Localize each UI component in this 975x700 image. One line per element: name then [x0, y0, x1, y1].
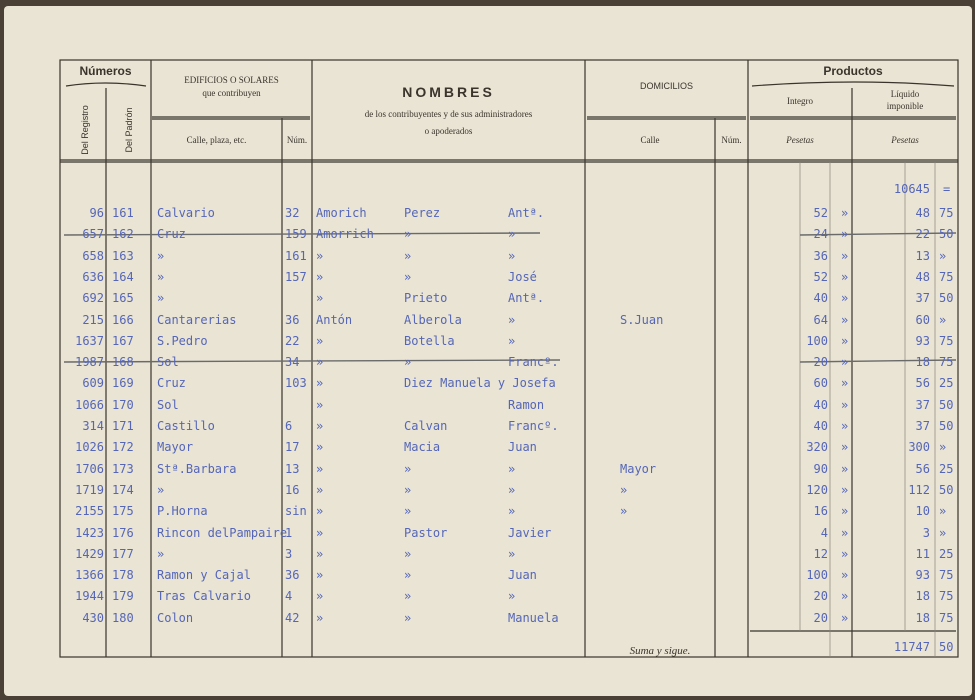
nombre2-cell: » [404, 547, 412, 561]
calle-cell: P.Horna [157, 504, 208, 518]
nombre2-cell: » [404, 249, 412, 263]
header-num: Núm. [286, 135, 308, 145]
calle-cell: » [157, 291, 165, 305]
nombre2-cell: » [404, 227, 412, 241]
padron-cell: 179 [112, 589, 134, 603]
integro-cell: 64 [813, 313, 828, 327]
integro-cell: 20 [813, 355, 828, 369]
integro-cell: 90 [813, 462, 828, 476]
liquido-cell: 300 [908, 440, 930, 454]
productos-swash [752, 82, 954, 86]
total-liquido: 11747 [893, 640, 930, 654]
padron-cell: 169 [112, 376, 134, 390]
num-cell: 161 [285, 249, 307, 263]
nombre2-cell: Pastor [404, 526, 448, 540]
nombre1-cell: Amorich [316, 206, 367, 220]
integro-cents-cell: » [841, 313, 849, 327]
nombre2-cell: » [404, 270, 412, 284]
nombre1-cell: » [316, 419, 324, 433]
nombre3-cell: Juan [508, 568, 537, 582]
calle-cell: Stª.Barbara [157, 462, 237, 476]
integro-cell: 40 [813, 419, 828, 433]
num-cell: 42 [285, 611, 300, 625]
registro-cell: 2155 [75, 504, 104, 518]
header-domicilios: DOMICILIOS [639, 81, 693, 91]
registro-cell: 1066 [75, 398, 104, 412]
nombre3-cell: Manuela [508, 611, 559, 625]
liquido-cents-cell: 75 [939, 611, 954, 625]
registro-cell: 1637 [75, 334, 104, 348]
header-del-padron: Del Padrón [124, 107, 134, 153]
liquido-cents-cell: 75 [939, 206, 954, 220]
nombre1-cell: » [316, 270, 324, 284]
num-cell: 157 [285, 270, 307, 284]
integro-cell: 40 [813, 291, 828, 305]
integro-cents-cell: » [841, 398, 849, 412]
liquido-cents-cell: 25 [939, 462, 954, 476]
registro-cell: 314 [82, 419, 104, 433]
registro-cell: 1423 [75, 526, 104, 540]
liquido-cents-cell: 50 [939, 483, 954, 497]
integro-cell: 36 [813, 249, 828, 263]
integro-cell: 20 [813, 589, 828, 603]
liquido-cell: 37 [915, 419, 930, 433]
registro-cell: 215 [82, 313, 104, 327]
nombre2-cell: Prieto [404, 291, 448, 305]
registro-cell: 96 [89, 206, 104, 220]
num-cell: 22 [285, 334, 300, 348]
num-cell: 36 [285, 313, 300, 327]
integro-cents-cell: » [841, 568, 849, 582]
header-edificios: EDIFICIOS O SOLARES [184, 75, 279, 85]
total-cents: 50 [939, 640, 954, 654]
liquido-cents-cell: 25 [939, 547, 954, 561]
header-integro: Integro [787, 96, 813, 106]
nombre1-cell: » [316, 398, 324, 412]
header-del-registro: Del Registro [80, 105, 90, 155]
liquido-cents-cell: 50 [939, 227, 954, 241]
nombre3-cell: José [508, 270, 537, 284]
integro-cents-cell: » [841, 291, 849, 305]
liquido-cell: 18 [915, 589, 930, 603]
nombre3-cell: Javier [508, 526, 552, 540]
integro-cents-cell: » [841, 589, 849, 603]
liquido-cents-cell: 50 [939, 419, 954, 433]
nombre3-cell: » [508, 483, 516, 497]
nombre1-cell: » [316, 589, 324, 603]
calle-cell: Rincon delPampaire [157, 526, 288, 540]
num-cell: 34 [285, 355, 300, 369]
num-cell: 103 [285, 376, 307, 390]
liquido-cell: 18 [915, 355, 930, 369]
domicilio-cell: Mayor [620, 462, 657, 476]
padron-cell: 170 [112, 398, 134, 412]
liquido-cents-cell: » [939, 526, 947, 540]
calle-cell: Cantarerias [157, 313, 237, 327]
nombre3-cell: Ramon [508, 398, 545, 412]
integro-cents-cell: » [841, 504, 849, 518]
padron-cell: 171 [112, 419, 134, 433]
integro-cell: 100 [806, 568, 828, 582]
integro-cents-cell: » [841, 440, 849, 454]
liquido-cents-cell: 75 [939, 568, 954, 582]
carry-forward-liquido: 10645 [893, 182, 930, 196]
nombre1-cell: » [316, 483, 324, 497]
integro-cell: 16 [813, 504, 828, 518]
domicilio-cell: S.Juan [620, 313, 664, 327]
liquido-cents-cell: 50 [939, 398, 954, 412]
nombre3-cell: Francº. [508, 355, 559, 369]
nombre3-cell: Antª. [508, 291, 545, 305]
registro-cell: 658 [82, 249, 104, 263]
integro-cents-cell: » [841, 547, 849, 561]
registro-cell: 430 [82, 611, 104, 625]
nombre3-cell: » [508, 227, 516, 241]
nombre2-cell: » [404, 589, 412, 603]
integro-cents-cell: » [841, 355, 849, 369]
integro-cell: 40 [813, 398, 828, 412]
integro-cell: 20 [813, 611, 828, 625]
liquido-cell: 18 [915, 611, 930, 625]
carry-forward-cents: = [943, 182, 951, 196]
calle-cell: Calvario [157, 206, 215, 220]
nombre2-cell: » [404, 611, 412, 625]
liquido-cell: 56 [915, 462, 930, 476]
calle-cell: » [157, 270, 165, 284]
nombre3-cell: Antª. [508, 206, 545, 220]
liquido-cents-cell: 50 [939, 291, 954, 305]
nombre3-cell: » [508, 334, 516, 348]
num-cell: 36 [285, 568, 300, 582]
liquido-cell: 13 [915, 249, 930, 263]
integro-cents-cell: » [841, 206, 849, 220]
header-pesetas-integro: Pesetas [786, 135, 814, 145]
liquido-cents-cell: » [939, 249, 947, 263]
nombre1-cell: » [316, 611, 324, 625]
integro-cell: 100 [806, 334, 828, 348]
nombre2-cell: » [404, 504, 412, 518]
integro-cents-cell: » [841, 227, 849, 241]
registro-cell: 1706 [75, 462, 104, 476]
calle-cell: Mayor [157, 440, 194, 454]
header-imponible: imponible [886, 101, 924, 111]
calle-cell: Cruz [157, 376, 186, 390]
calle-cell: Colon [157, 611, 194, 625]
liquido-cell: 3 [922, 526, 930, 540]
num-cell: 17 [285, 440, 300, 454]
liquido-cents-cell: » [939, 504, 947, 518]
liquido-cents-cell: 75 [939, 334, 954, 348]
header-nombres-sub1: de los contribuyentes y de sus administradores [364, 109, 533, 119]
header-calle-plaza: Calle, plaza, etc. [186, 135, 247, 145]
integro-cell: 320 [806, 440, 828, 454]
padron-cell: 164 [112, 270, 134, 284]
calle-cell: Sol [157, 398, 179, 412]
nombre2-cell: Calvan [404, 419, 448, 433]
liquido-cell: 112 [908, 483, 930, 497]
padron-cell: 173 [112, 462, 134, 476]
header-num2: Núm. [721, 135, 742, 145]
liquido-cell: 48 [915, 270, 930, 284]
integro-cents-cell: » [841, 270, 849, 284]
nombre1-cell: » [316, 504, 324, 518]
nombre3-cell: » [508, 504, 516, 518]
integro-cell: 12 [813, 547, 828, 561]
padron-cell: 165 [112, 291, 134, 305]
liquido-cents-cell: » [939, 313, 947, 327]
registro-cell: 1366 [75, 568, 104, 582]
num-cell: 3 [285, 547, 293, 561]
padron-cell: 166 [112, 313, 134, 327]
numeros-swash [66, 83, 146, 86]
nombre2-cell: Diez Manuela y Josefa [404, 376, 556, 390]
padron-cell: 163 [112, 249, 134, 263]
integro-cell: 60 [813, 376, 828, 390]
registro-cell: 692 [82, 291, 104, 305]
nombre3-cell: » [508, 462, 516, 476]
padron-cell: 175 [112, 504, 134, 518]
registro-cell: 636 [82, 270, 104, 284]
header-liquido: Líquido [890, 89, 920, 99]
header-productos: Productos [823, 64, 883, 78]
registro-cell: 657 [82, 227, 104, 241]
registro-cell: 1429 [75, 547, 104, 561]
num-cell: 32 [285, 206, 300, 220]
nombre3-cell: » [508, 547, 516, 561]
calle-cell: Sol [157, 355, 179, 369]
calle-cell: » [157, 249, 165, 263]
padron-cell: 172 [112, 440, 134, 454]
header-numeros: Números [79, 64, 132, 78]
nombre3-cell: » [508, 313, 516, 327]
liquido-cell: 10 [915, 504, 930, 518]
liquido-cents-cell: 25 [939, 376, 954, 390]
nombre1-cell: » [316, 249, 324, 263]
liquido-cents-cell: 75 [939, 270, 954, 284]
nombre3-cell: Francº. [508, 419, 559, 433]
padron-cell: 161 [112, 206, 134, 220]
liquido-cell: 60 [915, 313, 930, 327]
header-nombres: NOMBRES [402, 84, 495, 100]
registro-cell: 1719 [75, 483, 104, 497]
num-cell: 1 [285, 526, 293, 540]
liquido-cell: 11 [915, 547, 930, 561]
liquido-cell: 37 [915, 291, 930, 305]
liquido-cents-cell: » [939, 440, 947, 454]
nombre2-cell: » [404, 355, 412, 369]
num-cell: 4 [285, 589, 293, 603]
calle-cell: Ramon y Cajal [157, 568, 251, 582]
liquido-cell: 93 [915, 568, 930, 582]
num-cell: 159 [285, 227, 307, 241]
calle-cell: S.Pedro [157, 334, 208, 348]
integro-cents-cell: » [841, 334, 849, 348]
nombre2-cell: Botella [404, 334, 455, 348]
nombre3-cell: Juan [508, 440, 537, 454]
nombre1-cell: » [316, 334, 324, 348]
domicilio-cell: » [620, 483, 628, 497]
liquido-cents-cell: 75 [939, 589, 954, 603]
header-nombres-sub2: o apoderados [424, 126, 473, 136]
num-cell: sin [285, 504, 307, 518]
nombre3-cell: » [508, 249, 516, 263]
liquido-cents-cell: 75 [939, 355, 954, 369]
nombre1-cell: » [316, 291, 324, 305]
padron-cell: 162 [112, 227, 134, 241]
header-que-contribuyen: que contribuyen [202, 88, 261, 98]
liquido-cell: 48 [915, 206, 930, 220]
integro-cell: 4 [820, 526, 828, 540]
integro-cell: 52 [813, 206, 828, 220]
padron-cell: 167 [112, 334, 134, 348]
nombre2-cell: Perez [404, 206, 441, 220]
registro-cell: 1026 [75, 440, 104, 454]
registro-cell: 1987 [75, 355, 104, 369]
nombre1-cell: » [316, 355, 324, 369]
integro-cents-cell: » [841, 611, 849, 625]
integro-cents-cell: » [841, 462, 849, 476]
suma-y-sigue: Suma y sigue. [629, 645, 691, 657]
domicilio-cell: » [620, 504, 628, 518]
integro-cents-cell: » [841, 419, 849, 433]
nombre1-cell: Amorrich [316, 227, 374, 241]
liquido-cell: 93 [915, 334, 930, 348]
nombre1-cell: » [316, 376, 324, 390]
num-cell: 6 [285, 419, 293, 433]
integro-cents-cell: » [841, 376, 849, 390]
padron-cell: 174 [112, 483, 134, 497]
nombre3-cell: » [508, 589, 516, 603]
header-pesetas-liquido: Pesetas [891, 135, 919, 145]
num-cell: 13 [285, 462, 300, 476]
padron-cell: 180 [112, 611, 134, 625]
calle-cell: Castillo [157, 419, 215, 433]
nombre2-cell: » [404, 483, 412, 497]
nombre1-cell: » [316, 526, 324, 540]
nombre1-cell: » [316, 440, 324, 454]
liquido-cell: 22 [915, 227, 930, 241]
nombre2-cell: Macia [404, 440, 441, 454]
integro-cell: 52 [813, 270, 828, 284]
integro-cents-cell: » [841, 526, 849, 540]
integro-cents-cell: » [841, 249, 849, 263]
padron-cell: 176 [112, 526, 134, 540]
integro-cents-cell: » [841, 483, 849, 497]
header-calle: Calle [640, 135, 660, 145]
padron-cell: 178 [112, 568, 134, 582]
nombre2-cell: Alberola [404, 313, 462, 327]
nombre1-cell: » [316, 568, 324, 582]
liquido-cell: 56 [915, 376, 930, 390]
nombre2-cell: » [404, 568, 412, 582]
integro-cell: 24 [813, 227, 828, 241]
calle-cell: Tras Calvario [157, 589, 251, 603]
nombre2-cell: » [404, 462, 412, 476]
liquido-cell: 37 [915, 398, 930, 412]
registro-cell: 609 [82, 376, 104, 390]
padron-cell: 177 [112, 547, 134, 561]
nombre1-cell: » [316, 547, 324, 561]
integro-cell: 120 [806, 483, 828, 497]
nombre1-cell: » [316, 462, 324, 476]
calle-cell: » [157, 483, 165, 497]
nombre1-cell: Antón [316, 313, 353, 327]
num-cell: 16 [285, 483, 300, 497]
calle-cell: Cruz [157, 227, 186, 241]
calle-cell: » [157, 547, 165, 561]
padron-cell: 168 [112, 355, 134, 369]
registro-cell: 1944 [75, 589, 104, 603]
